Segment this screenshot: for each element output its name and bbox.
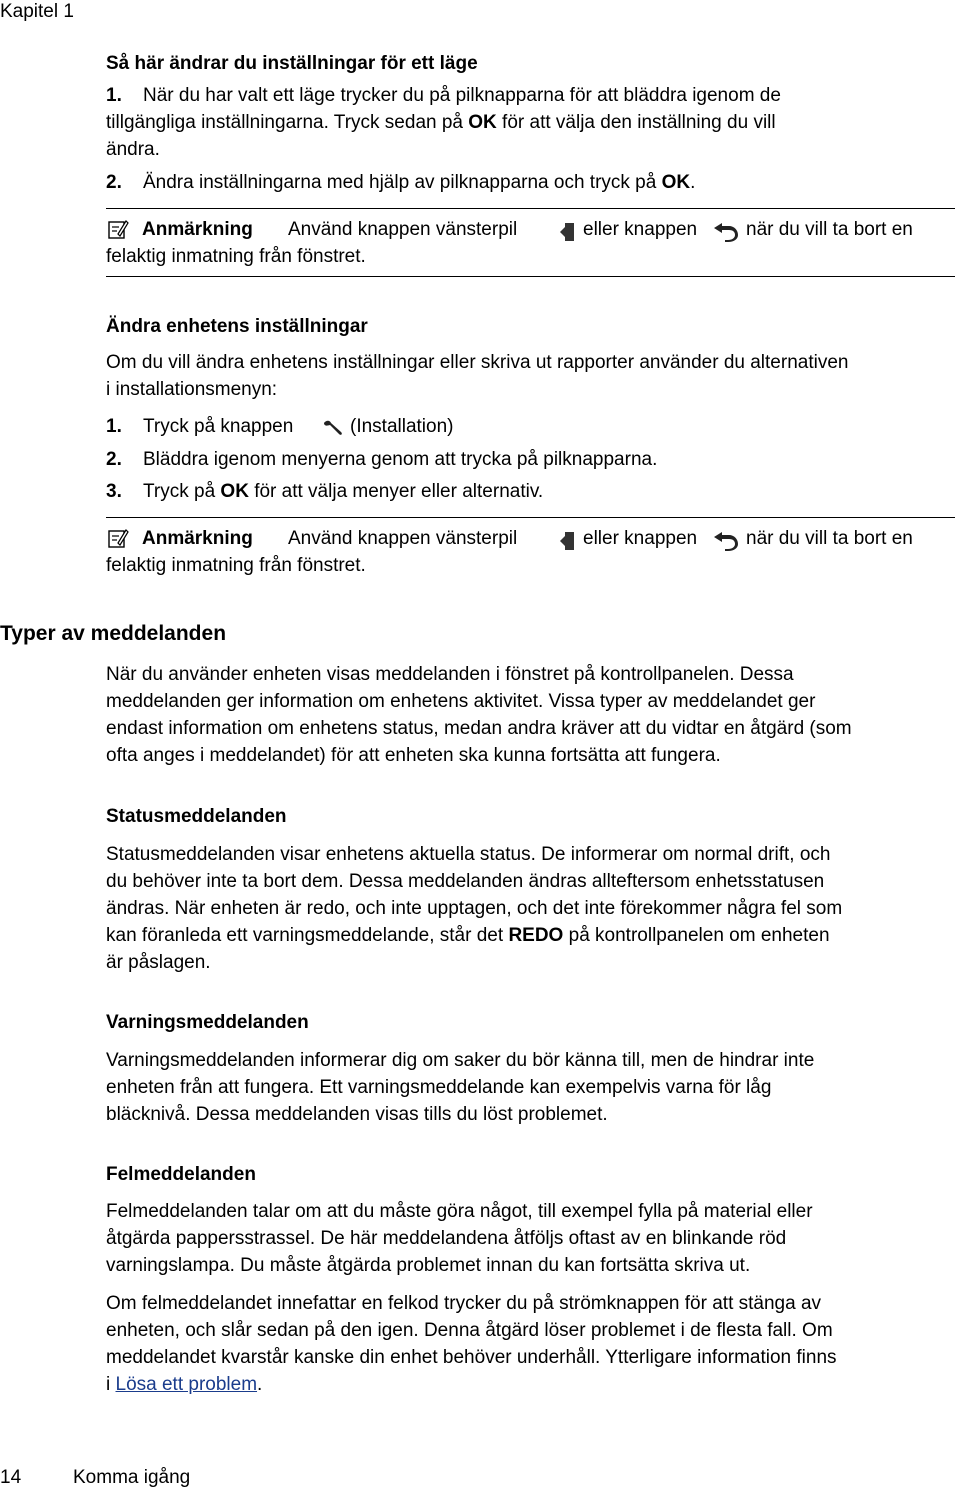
left-arrow-icon [560, 223, 574, 241]
paragraph-line: Statusmeddelanden visar enhetens aktuella status. De informerar om normal drift, och [106, 844, 831, 865]
paragraph-line: ofta anges i meddelandet) för att enheten ska kunna fortsätta att fungera. [106, 745, 721, 766]
list-item [106, 82, 122, 109]
note-text: Använd knappen vänsterpil [288, 528, 518, 549]
paragraph-line: åtgärda pappersstrassel. De här meddelandena åtföljs oftast av en blinkande röd [106, 1228, 787, 1249]
text: i [106, 1374, 116, 1395]
section-title-device-settings: Ändra enhetens inställningar [106, 316, 368, 337]
paragraph-line: varningslampa. Du måste åtgärda problemet innan du kan fortsätta skriva ut. [106, 1255, 751, 1276]
note-text: när du vill ta bort en [746, 219, 913, 240]
note-label: Anmärkning [142, 219, 253, 240]
ok-label: OK [220, 481, 249, 502]
list-number-text: 1. [106, 416, 122, 437]
paragraph-line: bläcknivå. Dessa meddelanden visas tills du löst problemet. [106, 1104, 608, 1125]
paragraph-line: När du använder enheten visas meddelanden i fönstret på kontrollpanelen. Dessa [106, 664, 794, 685]
text: för att välja menyer eller alternativ. [248, 481, 544, 502]
list-item-text [106, 109, 776, 136]
note-text: när du vill ta bort en [746, 528, 913, 549]
paragraph-line: ändras. När enheten är redo, och inte upptagen, och det inte förekommer några fel som [106, 898, 843, 919]
chapter-header: Kapitel 1 [0, 1, 74, 22]
paragraph-line: är påslagen. [106, 952, 211, 973]
ready-label: REDO [508, 925, 564, 946]
subsection-title-warning: Varningsmeddelanden [106, 1012, 309, 1033]
note-label: Anmärkning [142, 528, 253, 549]
paragraph-line: Felmeddelanden talar om att du måste göra något, till exempel fylla på material eller [106, 1201, 813, 1222]
note-text: eller knappen [583, 528, 698, 549]
note-icon [107, 527, 129, 549]
note-rule-bottom [106, 276, 955, 277]
list-item-text: När du har valt ett läge trycker du på pilknapparna för att bläddra igenom de [143, 85, 781, 106]
note-text: eller knappen [583, 219, 698, 240]
solve-problem-link[interactable]: Lösa ett problem [115, 1374, 258, 1395]
note-line-1 [142, 216, 253, 243]
text: på kontrollpanelen om enheten [563, 925, 830, 946]
paragraph-line: meddelanden ger information om enhetens aktivitet. Vissa typer av meddelandet ger [106, 691, 816, 712]
list-number [106, 413, 122, 440]
list-item-text [143, 478, 543, 505]
list-number-text: 3. [106, 481, 122, 502]
text: tillgängliga inställningarna. Tryck sedan på [106, 112, 469, 133]
paragraph-line [106, 1371, 262, 1398]
paragraph-line: du behöver inte ta bort dem. Dessa meddelanden ändras allteftersom enhetsstatusen [106, 871, 825, 892]
list-number-text: 2. [106, 449, 122, 470]
text: . [690, 172, 696, 193]
paragraph-line: Om du vill ändra enhetens inställningar eller skriva ut rapporter använder du alternativen [106, 352, 849, 373]
paragraph-line: enheten, och slår sedan på den igen. Denna åtgärd löser problemet i de flesta fall. Om [106, 1320, 833, 1341]
ok-label: OK [661, 172, 691, 193]
paragraph-line: enheten från att fungera. Ett varningsmeddelande kan exempelvis varna för låg [106, 1077, 772, 1098]
note-line-1 [142, 525, 253, 552]
page-number: 14 [0, 1467, 22, 1488]
paragraph-line: endast information om enhetens status, medan andra kräver att du vidtar en åtgärd (som [106, 718, 852, 739]
note-text: felaktig inmatning från fönstret. [106, 246, 366, 267]
ok-label: OK [468, 112, 497, 133]
list-item [106, 169, 122, 196]
paragraph-line: i installationsmenyn: [106, 379, 278, 400]
note-text: Använd knappen vänsterpil [288, 219, 518, 240]
list-item-text: Bläddra igenom menyerna genom att trycka på pilknapparna. [143, 449, 658, 470]
paragraph-line: meddelandet kvarstår kanske din enhet behöver underhåll. Ytterligare information finns [106, 1347, 837, 1368]
list-item-text: (Installation) [350, 416, 454, 437]
text: Ändra inställningarna med hjälp av pilknapparna och tryck på [143, 172, 662, 193]
left-arrow-icon [560, 532, 574, 550]
back-icon [713, 220, 739, 242]
note-icon [107, 218, 129, 240]
list-item-text [143, 169, 695, 196]
list-number [106, 446, 122, 473]
text: . [257, 1374, 263, 1395]
note-text: felaktig inmatning från fönstret. [106, 555, 366, 576]
list-number [106, 478, 122, 505]
subsection-title-status: Statusmeddelanden [106, 806, 287, 827]
note-rule-top [106, 208, 955, 209]
paragraph-line: Om felmeddelandet innefattar en felkod trycker du på strömknappen för att stänga av [106, 1293, 822, 1314]
text: för att välja den inställning du vill [496, 112, 776, 133]
subsection-title-error: Felmeddelanden [106, 1164, 256, 1185]
list-number: 1. [106, 85, 122, 106]
list-item-text: ändra. [106, 139, 160, 160]
paragraph-line: Varningsmeddelanden informerar dig om saker du bör känna till, men de hindrar inte [106, 1050, 815, 1071]
section-title-message-types: Typer av meddelanden [0, 622, 227, 645]
list-item-text: Tryck på knappen [143, 416, 294, 437]
back-icon [713, 529, 739, 551]
wrench-icon [322, 419, 344, 437]
text: Tryck på [143, 481, 221, 502]
section-title-mode-settings: Så här ändrar du inställningar för ett läge [106, 53, 478, 74]
footer-title: Komma igång [73, 1467, 191, 1488]
paragraph-line [106, 922, 830, 949]
text: kan föranleda ett varningsmeddelande, står det [106, 925, 509, 946]
list-number: 2. [106, 172, 122, 193]
note-rule-top [106, 517, 955, 518]
